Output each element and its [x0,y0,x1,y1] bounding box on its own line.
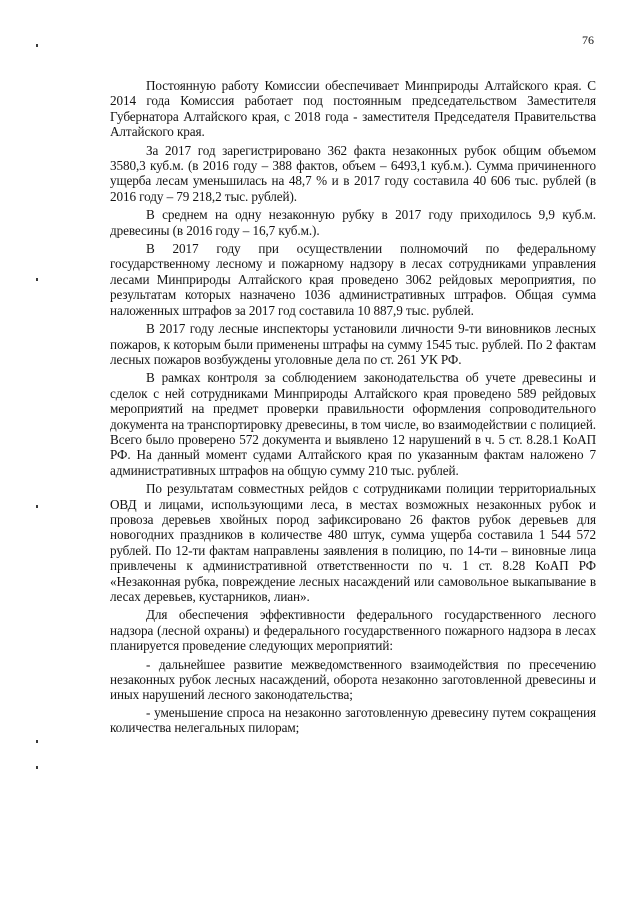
scan-mark [36,740,38,743]
paragraph-illegal-logging-2017: За 2017 год зарегистрировано 362 факта незаконных рубок общим объемом 3580,3 куб.м. (в 2016 году – 388 фактов, объем – 6493,1 куб.м.). Сумма причиненного ущерба лесам уменьшилась на 48,7 % и в 2017 году составила 40 606 тыс. рублей (в 2016 году – 79 218,2 тыс. рублей). [110,142,596,204]
paragraph-average-volume: В среднем на одну незаконную рубку в 2017 году приходилось 9,9 куб.м. древесины (в 2016 году – 16,7 куб.м.). [110,207,596,238]
list-item: - дальнейшее развитие межведомственного взаимодействия по пресечению незаконных рубок лесных насаждений, оборота незаконно заготовленной древесины и иных нарушений лесного законодательства; [110,656,596,703]
document-body [110,78,596,738]
paragraph-timber-accounting: В рамках контроля за соблюдением законодательства об учете древесины и сделок с ней сотрудниками Минприроды Алтайского края проведено 589 рейдовых мероприятий на предмет проверки правильности оформления сопроводительного документа на транспортировку древесины, в том числе, во взаимодействии с полицией. Всего было проверено 572 документа и выявлено 12 нарушений в ч. 5 ст. 8.28.1 КоАП РФ. На данный момент судами Алтайского края по указанным фактам наложено 7 административных штрафов на общую сумму 210 тыс. рублей. [110,370,596,478]
list-item: - уменьшение спроса на незаконно заготовленную древесину путем сокращения количества нелегальных пилорам; [110,704,596,736]
page-number: 76 [582,33,594,47]
scan-mark [36,766,38,769]
paragraph-joint-raids: По результатам совместных рейдов с сотрудниками полиции территориальных ОВД и лицами, использующими леса, в местах возможных незаконных рубок и провоза деревьев хвойных пород зафиксировано 26 фактов рубок деревьев для новогодних праздников в количестве 480 штук, сумма ущерба составила 1 544 572 рублей. По 12-ти фактам направлены заявления в полицию, по 14-ти – виновные лица привлечены к административной ответственности по ч. 1 ст. 8.28 КоАП РФ «Незаконная рубка, повреждение лесных насаждений или самовольное выкапывание в лесах деревьев, кустарников, лиан». [110,481,596,604]
paragraph-forest-fires: В 2017 году лесные инспекторы установили личности 9-ти виновников лесных пожаров, к которым были применены штрафы на сумму 1545 тыс. рублей. По 2 фактам лесных пожаров возбуждены уголовные дела по ст. 261 УК РФ. [110,321,596,367]
paragraph-commission: Постоянную работу Комиссии обеспечивает Минприроды Алтайского края. С 2014 года Комиссия работает под постоянным председательством Заместителя Губернатора Алтайского края, с 2018 года - заместителя Председателя Правительства Алтайского края. [110,78,596,140]
scan-mark [36,278,38,281]
paragraph-supervision-raids: В 2017 году при осуществлении полномочий по федеральному государственному лесному и пожарному надзору в лесах сотрудниками управления лесами Минприроды Алтайского края проведено 3062 рейдовых мероприятия, по результатам которых назначено 1036 административных штрафов. Общая сумма наложенных штрафов за 2017 год составила 10 887,9 тыс. рублей. [110,241,596,318]
scan-mark [36,505,38,508]
scan-mark [36,44,38,47]
paragraph-planned-measures: Для обеспечения эффективности федерального государственного лесного надзора (лесной охраны) и федерального государственного пожарного надзора в лесах планируется проведение следующих мероприятий: [110,607,596,654]
